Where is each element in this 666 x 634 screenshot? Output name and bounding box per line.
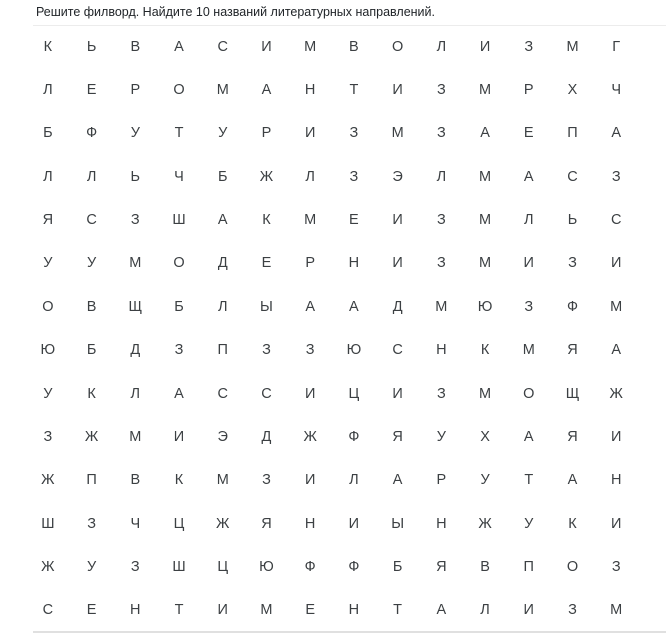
- grid-row: [26, 589, 638, 632]
- letter-cell[interactable]: Т: [524, 472, 534, 489]
- letter-cell[interactable]: З: [436, 385, 446, 402]
- letter-cell[interactable]: С: [567, 168, 578, 185]
- letter-cell[interactable]: Ч: [130, 515, 141, 532]
- letter-cell[interactable]: Л: [43, 82, 53, 99]
- letter-cell[interactable]: Д: [392, 298, 403, 315]
- letter-cell[interactable]: З: [436, 212, 446, 229]
- letter-cell[interactable]: Р: [130, 82, 141, 99]
- letter-cell[interactable]: И: [392, 255, 403, 272]
- letter-cell[interactable]: Р: [305, 255, 315, 272]
- letter-cell[interactable]: З: [436, 255, 446, 272]
- letter-cell[interactable]: С: [42, 602, 54, 619]
- letter-cell[interactable]: Н: [304, 82, 316, 99]
- letter-cell[interactable]: С: [217, 385, 228, 402]
- letter-cell[interactable]: Ф: [566, 298, 578, 315]
- letter-cell[interactable]: Ж: [303, 428, 317, 445]
- letter-cell[interactable]: А: [480, 125, 490, 142]
- letter-cell[interactable]: И: [392, 212, 403, 229]
- letter-cell[interactable]: Ц: [217, 558, 229, 575]
- letter-cell[interactable]: У: [130, 125, 140, 142]
- grid-row: [26, 459, 638, 502]
- letter-cell[interactable]: З: [262, 342, 271, 359]
- letter-cell[interactable]: Н: [348, 602, 360, 619]
- letter-cell[interactable]: О: [391, 38, 404, 55]
- task-instruction: Решите филворд. Найдите 10 названий литературных направлений.: [36, 5, 435, 19]
- letter-cell[interactable]: И: [217, 602, 228, 619]
- letter-cell[interactable]: Р: [523, 82, 534, 99]
- letter-cell[interactable]: Ы: [260, 298, 273, 315]
- letter-cell[interactable]: Н: [610, 472, 622, 489]
- letter-cell[interactable]: К: [43, 38, 53, 55]
- letter-cell[interactable]: Ж: [259, 168, 274, 185]
- letter-cell[interactable]: О: [173, 82, 185, 99]
- letter-cell[interactable]: М: [566, 38, 579, 55]
- letter-cell[interactable]: Ж: [216, 515, 230, 532]
- letter-cell[interactable]: С: [86, 212, 97, 229]
- letter-cell[interactable]: В: [130, 472, 141, 489]
- letter-cell[interactable]: Т: [174, 125, 184, 142]
- letter-cell[interactable]: А: [392, 472, 403, 489]
- letter-cell[interactable]: А: [611, 342, 622, 359]
- letter-cell[interactable]: М: [435, 298, 448, 315]
- letter-cell[interactable]: Т: [393, 602, 403, 619]
- letter-cell[interactable]: Ш: [172, 212, 186, 229]
- letter-cell[interactable]: Ы: [391, 515, 405, 532]
- letter-cell[interactable]: П: [217, 342, 228, 359]
- letter-cell[interactable]: П: [567, 125, 578, 142]
- letter-cell[interactable]: Б: [43, 125, 53, 142]
- letter-cell[interactable]: П: [523, 558, 534, 575]
- letter-cell[interactable]: Я: [42, 212, 54, 229]
- letter-cell[interactable]: У: [86, 558, 97, 575]
- letter-cell[interactable]: К: [262, 212, 271, 229]
- grid-row: [26, 68, 638, 111]
- letter-cell[interactable]: Л: [436, 168, 447, 185]
- letter-cell[interactable]: З: [524, 298, 534, 315]
- letter-cell[interactable]: З: [568, 602, 577, 619]
- letter-cell[interactable]: М: [610, 298, 623, 315]
- letter-cell[interactable]: А: [217, 212, 228, 229]
- letter-cell[interactable]: З: [87, 515, 96, 532]
- letter-cell[interactable]: М: [479, 168, 492, 185]
- letter-cell[interactable]: З: [611, 558, 621, 575]
- letter-cell[interactable]: Н: [130, 602, 141, 619]
- letter-cell[interactable]: Н: [304, 515, 316, 532]
- letter-cell[interactable]: Р: [436, 472, 447, 489]
- letter-cell[interactable]: М: [304, 212, 317, 229]
- letter-cell[interactable]: З: [436, 125, 446, 142]
- letter-cell[interactable]: З: [568, 255, 577, 272]
- letter-cell[interactable]: Ю: [477, 298, 493, 315]
- letter-cell[interactable]: Н: [348, 255, 360, 272]
- letter-cell[interactable]: Ь: [86, 38, 97, 55]
- letter-cell[interactable]: Ш: [172, 558, 186, 575]
- letter-cell[interactable]: Б: [217, 168, 228, 185]
- letter-cell[interactable]: Т: [174, 602, 184, 619]
- letter-cell[interactable]: М: [479, 255, 492, 272]
- letter-cell[interactable]: Е: [86, 602, 97, 619]
- letter-cell[interactable]: У: [524, 515, 534, 532]
- grid-row: [26, 285, 638, 328]
- letter-cell[interactable]: Р: [261, 125, 272, 142]
- grid-row: [26, 502, 638, 545]
- letter-cell[interactable]: Н: [436, 342, 447, 359]
- letter-cell[interactable]: И: [173, 428, 185, 445]
- letter-cell[interactable]: А: [523, 168, 534, 185]
- letter-cell[interactable]: З: [436, 82, 446, 99]
- letter-cell[interactable]: Г: [612, 38, 621, 55]
- letter-cell[interactable]: Н: [436, 515, 447, 532]
- letter-cell[interactable]: М: [479, 212, 492, 229]
- letter-cell[interactable]: Ю: [40, 342, 56, 359]
- letter-cell[interactable]: М: [129, 255, 142, 272]
- letter-cell[interactable]: М: [522, 342, 535, 359]
- letter-cell[interactable]: С: [610, 212, 622, 229]
- letter-cell[interactable]: Щ: [128, 298, 143, 315]
- letter-cell[interactable]: Д: [261, 428, 272, 445]
- letter-cell[interactable]: В: [480, 558, 490, 575]
- letter-cell[interactable]: И: [304, 472, 316, 489]
- letter-cell[interactable]: Л: [436, 38, 447, 55]
- letter-cell[interactable]: И: [392, 385, 403, 402]
- letter-cell[interactable]: А: [523, 428, 534, 445]
- letter-cell[interactable]: Я: [567, 428, 578, 445]
- letter-cell[interactable]: Ф: [304, 558, 316, 575]
- grid-row: [26, 372, 638, 415]
- letter-cell[interactable]: Ж: [84, 428, 99, 445]
- letter-cell[interactable]: И: [523, 255, 534, 272]
- letter-cell[interactable]: Д: [217, 255, 228, 272]
- letter-cell[interactable]: З: [262, 472, 271, 489]
- letter-cell[interactable]: З: [174, 342, 184, 359]
- letter-cell[interactable]: Ж: [609, 385, 623, 402]
- letter-cell[interactable]: М: [610, 602, 623, 619]
- letter-cell[interactable]: М: [260, 602, 273, 619]
- grid-row: [26, 242, 638, 285]
- letter-cell[interactable]: Л: [43, 168, 53, 185]
- letter-cell[interactable]: Я: [261, 515, 272, 532]
- letter-cell[interactable]: Х: [480, 428, 490, 445]
- letter-cell[interactable]: И: [392, 82, 403, 99]
- letter-cell[interactable]: З: [305, 342, 315, 359]
- letter-cell[interactable]: К: [480, 342, 490, 359]
- letter-cell[interactable]: А: [611, 125, 622, 142]
- letter-cell[interactable]: М: [216, 472, 229, 489]
- letter-cell[interactable]: Б: [174, 298, 184, 315]
- letter-cell[interactable]: З: [611, 168, 621, 185]
- letter-cell[interactable]: И: [261, 38, 272, 55]
- letter-cell[interactable]: Я: [436, 558, 447, 575]
- letter-cell[interactable]: Ю: [346, 342, 362, 359]
- letter-cell[interactable]: А: [174, 385, 184, 402]
- letter-cell[interactable]: Ж: [478, 515, 492, 532]
- letter-cell[interactable]: А: [261, 82, 272, 99]
- letter-cell[interactable]: Л: [524, 212, 534, 229]
- letter-cell[interactable]: П: [86, 472, 97, 489]
- letter-cell[interactable]: У: [480, 472, 490, 489]
- letter-cell[interactable]: З: [349, 168, 359, 185]
- letter-cell[interactable]: А: [305, 298, 315, 315]
- letter-cell[interactable]: И: [610, 428, 622, 445]
- letter-cell[interactable]: Ц: [173, 515, 185, 532]
- letter-cell[interactable]: Ч: [174, 168, 184, 185]
- letter-cell[interactable]: М: [479, 385, 492, 402]
- letter-cell[interactable]: Л: [305, 168, 315, 185]
- letter-cell[interactable]: Л: [217, 298, 228, 315]
- letter-cell[interactable]: В: [86, 298, 97, 315]
- letter-cell[interactable]: Я: [392, 428, 403, 445]
- letter-cell[interactable]: Е: [261, 255, 272, 272]
- letter-cell[interactable]: И: [304, 385, 316, 402]
- letter-cell[interactable]: И: [348, 515, 360, 532]
- letter-cell[interactable]: О: [42, 298, 54, 315]
- letter-cell[interactable]: У: [43, 255, 53, 272]
- letter-cell[interactable]: Я: [567, 342, 578, 359]
- filword-grid: [26, 25, 638, 632]
- letter-cell[interactable]: Э: [217, 428, 228, 445]
- letter-cell[interactable]: И: [610, 255, 622, 272]
- letter-cell[interactable]: А: [436, 602, 447, 619]
- letter-cell[interactable]: И: [523, 602, 534, 619]
- letter-cell[interactable]: У: [218, 125, 228, 142]
- letter-cell[interactable]: Ю: [259, 558, 274, 575]
- letter-cell[interactable]: Ж: [41, 472, 55, 489]
- letter-cell[interactable]: М: [391, 125, 404, 142]
- letter-cell[interactable]: З: [130, 558, 140, 575]
- letter-cell[interactable]: Э: [392, 168, 403, 185]
- letter-cell[interactable]: Ь: [567, 212, 578, 229]
- letter-cell[interactable]: У: [43, 385, 53, 402]
- letter-cell[interactable]: Е: [86, 82, 97, 99]
- letter-cell[interactable]: О: [523, 385, 535, 402]
- letter-cell[interactable]: В: [130, 38, 141, 55]
- grid-row: [26, 329, 638, 372]
- grid-row: [26, 25, 638, 68]
- letter-cell[interactable]: З: [349, 125, 359, 142]
- letter-cell[interactable]: Д: [130, 342, 141, 359]
- letter-cell[interactable]: С: [261, 385, 272, 402]
- letter-cell[interactable]: Л: [480, 602, 490, 619]
- letter-cell[interactable]: Ш: [41, 515, 55, 532]
- letter-cell[interactable]: У: [436, 428, 446, 445]
- letter-cell[interactable]: Т: [349, 82, 359, 99]
- letter-cell[interactable]: Ц: [348, 385, 360, 402]
- letter-cell[interactable]: М: [129, 428, 142, 445]
- letter-cell[interactable]: С: [217, 38, 228, 55]
- letter-cell[interactable]: Б: [392, 558, 403, 575]
- bottom-divider: [33, 631, 666, 633]
- letter-cell[interactable]: Б: [86, 342, 97, 359]
- letter-cell[interactable]: М: [479, 82, 492, 99]
- letter-cell[interactable]: А: [567, 472, 578, 489]
- letter-cell[interactable]: К: [87, 385, 96, 402]
- letter-cell[interactable]: Ч: [611, 82, 622, 99]
- letter-cell[interactable]: М: [216, 82, 229, 99]
- letter-cell[interactable]: Ф: [348, 558, 360, 575]
- grid-row: [26, 155, 638, 198]
- letter-cell[interactable]: А: [349, 298, 359, 315]
- letter-cell[interactable]: Ь: [130, 168, 141, 185]
- letter-cell[interactable]: Щ: [565, 385, 580, 402]
- letter-cell[interactable]: Х: [567, 82, 578, 99]
- letter-cell[interactable]: З: [43, 428, 53, 445]
- letter-cell[interactable]: И: [479, 38, 491, 55]
- letter-cell[interactable]: М: [304, 38, 317, 55]
- letter-cell[interactable]: Л: [349, 472, 359, 489]
- letter-cell[interactable]: З: [130, 212, 140, 229]
- letter-cell[interactable]: К: [568, 515, 577, 532]
- letter-cell[interactable]: О: [173, 255, 185, 272]
- letter-cell[interactable]: И: [610, 515, 622, 532]
- grid-row: [26, 545, 638, 588]
- letter-cell[interactable]: В: [349, 38, 359, 55]
- grid-row: [26, 415, 638, 458]
- grid-row: [26, 112, 638, 155]
- letter-cell[interactable]: Е: [349, 212, 359, 229]
- letter-cell[interactable]: У: [86, 255, 97, 272]
- letter-cell[interactable]: Л: [86, 168, 97, 185]
- letter-cell[interactable]: Е: [305, 602, 315, 619]
- letter-cell[interactable]: О: [566, 558, 579, 575]
- letter-cell[interactable]: Л: [130, 385, 141, 402]
- letter-cell[interactable]: З: [524, 38, 534, 55]
- letter-cell[interactable]: А: [174, 38, 184, 55]
- letter-cell[interactable]: Е: [523, 125, 534, 142]
- letter-cell[interactable]: Ф: [348, 428, 360, 445]
- letter-cell[interactable]: Ф: [86, 125, 98, 142]
- letter-cell[interactable]: И: [304, 125, 316, 142]
- grid-row: [26, 198, 638, 241]
- letter-cell[interactable]: Ж: [41, 558, 55, 575]
- letter-cell[interactable]: К: [174, 472, 184, 489]
- letter-cell[interactable]: С: [392, 342, 403, 359]
